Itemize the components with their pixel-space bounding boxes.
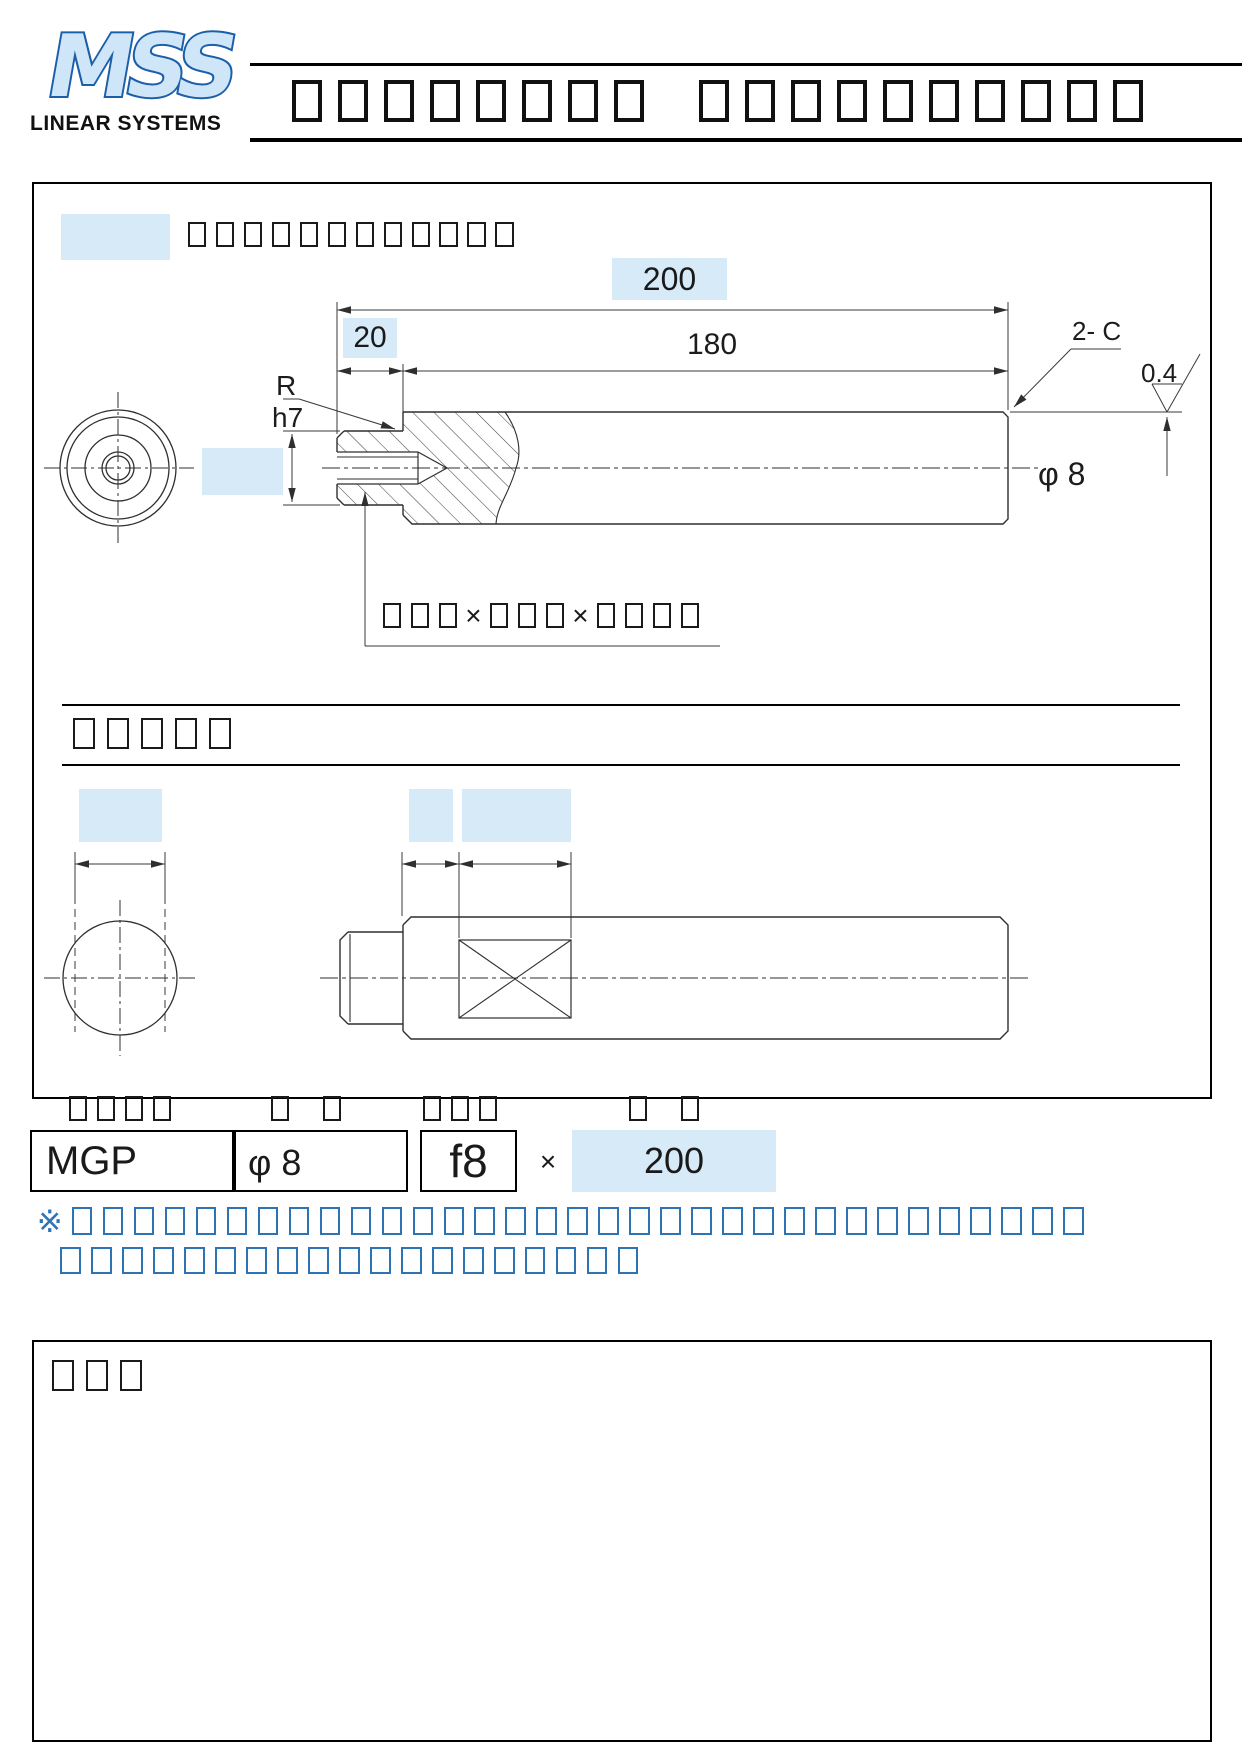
fit-tolerance-label: h7 <box>272 402 304 433</box>
tofu-glyph <box>629 1096 647 1121</box>
text-glyph: ※ <box>36 1204 63 1239</box>
tofu-glyph <box>877 1207 897 1235</box>
option-rule-top <box>62 704 1180 706</box>
field-machined-length[interactable] <box>462 789 571 842</box>
tofu-glyph <box>430 80 460 121</box>
tofu-glyph <box>1063 1207 1083 1235</box>
tofu-glyph <box>289 1207 309 1235</box>
tofu-glyph <box>209 718 231 749</box>
tofu-glyph <box>479 1096 497 1121</box>
tofu-glyph <box>598 1207 618 1235</box>
tofu-glyph <box>412 222 430 247</box>
tofu-glyph <box>597 603 615 628</box>
tofu-glyph <box>908 1207 928 1235</box>
tofu-glyph <box>196 1207 216 1235</box>
tofu-glyph <box>722 1207 742 1235</box>
model-input[interactable]: MGP <box>30 1130 236 1192</box>
tofu-glyph <box>69 1096 87 1121</box>
section1-heading <box>183 220 519 252</box>
remarks-box[interactable] <box>32 1340 1212 1742</box>
tofu-glyph <box>401 1247 421 1275</box>
tofu-glyph <box>216 222 234 247</box>
tofu-glyph <box>141 718 163 749</box>
tofu-glyph <box>91 1247 111 1275</box>
tofu-glyph <box>451 1096 469 1121</box>
tofu-glyph <box>246 1247 266 1275</box>
tofu-glyph <box>618 1247 638 1275</box>
tofu-glyph <box>292 80 322 121</box>
tofu-glyph <box>494 1247 514 1275</box>
field-drawing-type[interactable] <box>61 214 170 260</box>
page-title <box>250 63 1242 142</box>
radius-label: R <box>276 370 297 401</box>
tofu-glyph <box>258 1207 278 1235</box>
tofu-glyph <box>60 1247 80 1275</box>
text-glyph: × <box>465 600 482 631</box>
tofu-glyph <box>883 80 913 121</box>
tofu-glyph <box>525 1247 545 1275</box>
tofu-glyph <box>1021 80 1051 121</box>
form-label-length <box>624 1094 704 1126</box>
field-thread-section-length[interactable]: 20 <box>343 318 397 358</box>
tofu-glyph <box>522 80 552 121</box>
drawing-frame <box>32 182 1212 1099</box>
tofu-glyph <box>1032 1207 1052 1235</box>
chamfer-label: 2- C <box>1072 316 1122 346</box>
tofu-glyph <box>188 222 206 247</box>
tofu-glyph <box>753 1207 773 1235</box>
tofu-glyph <box>423 1096 441 1121</box>
dim-180-label: 180 <box>686 328 738 361</box>
tofu-glyph <box>1113 80 1143 121</box>
tofu-glyph <box>107 718 129 749</box>
tofu-glyph <box>567 1207 587 1235</box>
tofu-glyph <box>815 1207 835 1235</box>
tofu-glyph <box>73 718 95 749</box>
tofu-glyph <box>463 1247 483 1275</box>
tofu-glyph <box>467 222 485 247</box>
tofu-glyph <box>103 1207 123 1235</box>
tofu-glyph <box>215 1247 235 1275</box>
tofu-glyph <box>587 1247 607 1275</box>
tofu-glyph <box>929 80 959 121</box>
mss-logo-text: MSS <box>39 17 239 117</box>
tofu-glyph <box>411 603 429 628</box>
tofu-glyph <box>122 1247 142 1275</box>
field-across-flats[interactable] <box>79 789 162 842</box>
tofu-glyph <box>614 80 644 121</box>
text-glyph: × <box>572 600 589 631</box>
tofu-glyph <box>837 80 867 121</box>
tofu-glyph <box>784 1207 804 1235</box>
tofu-glyph <box>629 1207 649 1235</box>
tofu-glyph <box>244 222 262 247</box>
tofu-glyph <box>660 1207 680 1235</box>
tofu-glyph <box>495 222 513 247</box>
field-step-length[interactable] <box>409 789 453 842</box>
tofu-glyph <box>546 603 564 628</box>
diameter-input[interactable]: φ 8 <box>232 1130 408 1192</box>
tofu-glyph <box>691 1207 711 1235</box>
tofu-glyph <box>625 603 643 628</box>
form-label-model <box>64 1094 176 1126</box>
field-total-length[interactable]: 200 <box>612 258 727 300</box>
tofu-glyph <box>490 603 508 628</box>
roughness-value: 0.4 <box>1141 358 1178 388</box>
tofu-glyph <box>120 1360 142 1391</box>
tofu-glyph <box>939 1207 959 1235</box>
tofu-glyph <box>86 1360 108 1391</box>
tofu-glyph <box>308 1247 328 1275</box>
mss-logo-mark <box>40 18 242 117</box>
tofu-glyph <box>356 222 374 247</box>
tofu-glyph <box>300 222 318 247</box>
tofu-glyph <box>474 1207 494 1235</box>
tofu-glyph <box>699 80 729 121</box>
tofu-glyph <box>370 1247 390 1275</box>
tofu-glyph <box>476 80 506 121</box>
thread-spec-note <box>378 600 704 633</box>
form-label-tolerance <box>418 1094 502 1126</box>
field-shaft-diameter[interactable] <box>202 448 283 495</box>
length-input[interactable]: 200 <box>572 1130 776 1192</box>
tofu-glyph <box>184 1247 204 1275</box>
tofu-glyph <box>505 1207 525 1235</box>
mss-logo <box>28 14 243 140</box>
tofu-glyph <box>277 1247 297 1275</box>
tofu-glyph <box>271 1096 289 1121</box>
tofu-glyph <box>165 1207 185 1235</box>
tolerance-input[interactable]: f8 <box>420 1130 517 1192</box>
option-rule-bottom <box>62 764 1180 766</box>
tofu-glyph <box>518 603 536 628</box>
tofu-glyph <box>970 1207 990 1235</box>
tofu-glyph <box>383 603 401 628</box>
tofu-glyph <box>328 222 346 247</box>
form-label-diameter <box>266 1094 346 1126</box>
tofu-glyph <box>320 1207 340 1235</box>
tofu-glyph <box>384 222 402 247</box>
tofu-glyph <box>134 1207 154 1235</box>
tofu-glyph <box>323 1096 341 1121</box>
diameter-label: φ 8 <box>1038 456 1086 492</box>
tofu-glyph <box>536 1207 556 1235</box>
tofu-glyph <box>653 603 671 628</box>
tofu-glyph <box>384 80 414 121</box>
tofu-glyph <box>432 1247 452 1275</box>
tofu-glyph <box>745 80 775 121</box>
multiply-sign: × <box>539 1146 557 1177</box>
tofu-glyph <box>556 1247 576 1275</box>
mss-logo-subtitle: LINEAR SYSTEMS <box>30 112 222 135</box>
remarks-label <box>46 1358 148 1397</box>
tofu-glyph <box>681 603 699 628</box>
tofu-glyph <box>351 1207 371 1235</box>
tofu-glyph <box>975 80 1005 121</box>
tofu-glyph <box>791 80 821 121</box>
tofu-glyph <box>439 222 457 247</box>
tofu-glyph <box>1001 1207 1021 1235</box>
tofu-glyph <box>1067 80 1097 121</box>
tofu-glyph <box>444 1207 464 1235</box>
tofu-glyph <box>846 1207 866 1235</box>
tofu-glyph <box>72 1207 92 1235</box>
tofu-glyph <box>227 1207 247 1235</box>
tofu-glyph <box>568 80 598 121</box>
note-line-2 <box>55 1244 644 1280</box>
tofu-glyph <box>153 1096 171 1121</box>
tofu-glyph <box>681 1096 699 1121</box>
tofu-glyph <box>52 1360 74 1391</box>
tofu-glyph <box>338 80 368 121</box>
tofu-glyph <box>439 603 457 628</box>
tofu-glyph <box>97 1096 115 1121</box>
note-line-1 <box>33 1204 1089 1241</box>
tofu-glyph <box>339 1247 359 1275</box>
tofu-glyph <box>382 1207 402 1235</box>
tofu-glyph <box>272 222 290 247</box>
option-heading <box>67 716 237 755</box>
tofu-glyph <box>175 718 197 749</box>
tofu-glyph <box>125 1096 143 1121</box>
tofu-glyph <box>413 1207 433 1235</box>
tofu-glyph <box>153 1247 173 1275</box>
